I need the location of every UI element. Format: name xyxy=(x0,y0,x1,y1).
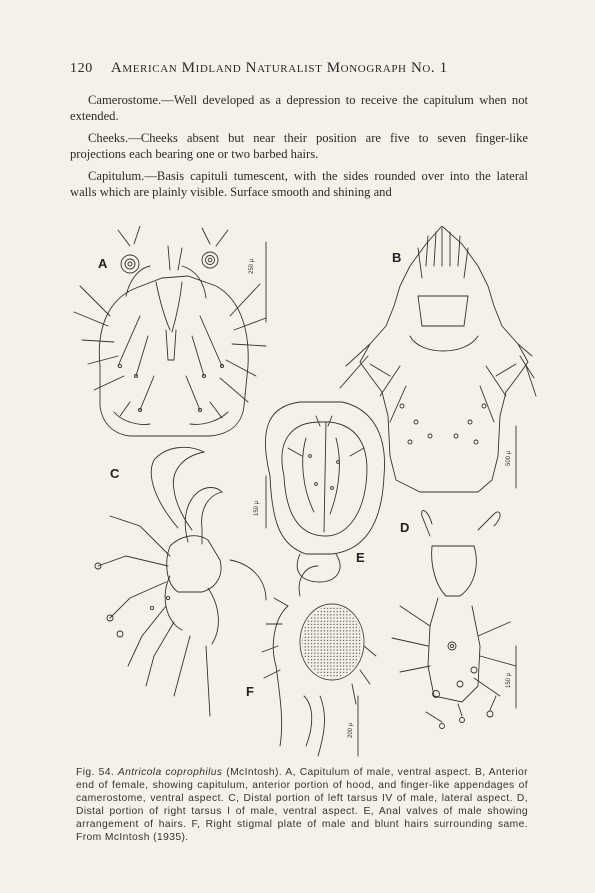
paragraph-camerostome xyxy=(70,92,528,124)
panel-e-drawing xyxy=(265,402,384,582)
page-number: 120 xyxy=(70,61,93,76)
paragraph-text: Camerostome.—Well developed as a depression to receive the capitulum when not extended. xyxy=(70,93,528,123)
scale-label-a: 250 μ xyxy=(249,258,255,274)
paragraph-text: Capitulum.—Basis capituli tumescent, with the sides rounded over into the lateral walls which are plainly visible. Surface smooth and shining and xyxy=(70,169,528,199)
paragraph-capitulum xyxy=(70,168,528,200)
panel-label-d: D xyxy=(400,520,410,535)
panel-label-b: B xyxy=(392,250,402,265)
paragraph-text: Cheeks.—Cheeks absent but near their position are five to seven finger-like projections each bearing one or two barbed hairs. xyxy=(70,131,528,161)
scale-label-c: 150 μ xyxy=(254,500,260,516)
panel-c-drawing xyxy=(95,447,266,716)
scale-label-d: 150 μ xyxy=(506,672,512,688)
panel-label-f: F xyxy=(246,684,254,699)
journal-title: American Midland Naturalist Monograph No. 1 xyxy=(110,60,448,76)
panel-d-drawing xyxy=(392,510,516,728)
running-header xyxy=(70,60,530,77)
figure-illustration xyxy=(70,226,540,766)
panel-label-a: A xyxy=(98,256,108,271)
scale-label-b: 500 μ xyxy=(506,450,512,466)
paragraph-cheeks xyxy=(70,130,528,162)
panel-b-drawing xyxy=(340,226,536,492)
panel-a-drawing xyxy=(74,226,266,436)
caption-prefix: Fig. 54. xyxy=(76,767,115,778)
scale-label-f: 200 μ xyxy=(348,722,354,738)
figure-caption xyxy=(76,766,528,844)
figure-54 xyxy=(70,226,540,766)
caption-body: (McIntosh). A, Capitulum of male, ventral aspect. B, Anterior end of female, showing capitulum, anterior portion of hood, and finger-like appendages of camerostome, ventral aspect. C, Distal portion of left tarsus IV of male, lateral aspect. D, Distal portion of right tarsus I of male, ventral aspect. E, Anal valves of male showing arrangement of hairs. F, Right stigmal plate of male and blunt hairs surrounding same. From McIntosh (1935). xyxy=(76,767,528,843)
panel-label-e: E xyxy=(356,550,365,565)
caption-species: Antricola coprophilus xyxy=(117,767,223,778)
panel-label-c: C xyxy=(110,466,120,481)
